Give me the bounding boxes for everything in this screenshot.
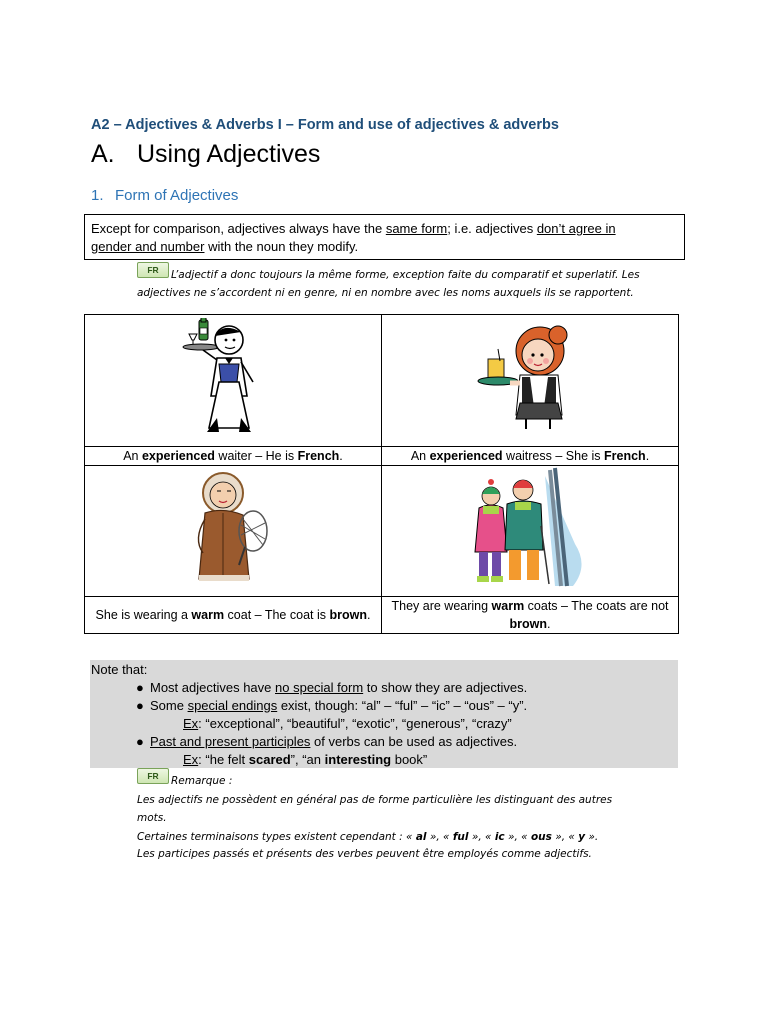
subsection-number: 1. [91,187,104,204]
note-text: : “exceptional”, “beautiful”, “exotic”, “generous”, “crazy” [198,716,512,731]
remark-text: », « [426,831,453,843]
caption-adjective: brown [329,608,367,622]
remark-line-2: mots. [137,812,167,824]
caption-adjective: brown [509,617,547,631]
note-text: : “he felt [198,752,249,767]
caption-text: They are wearing [391,599,492,613]
note-text: Some [150,698,188,713]
example-caption-1 [85,447,382,466]
subsection-title: Form of Adjectives [115,187,239,204]
woman-coat-icon [183,469,283,589]
fr-badge: FR [137,262,169,278]
image-cell [382,315,679,447]
remark-text: », « [504,831,531,843]
caption-adjective: warm [491,599,525,613]
remark-line-4: Les participes passés et présents des verbes peuvent être employés comme adjectifs. [137,848,592,860]
caption-text: . [366,608,371,622]
bullet-icon: ● [136,734,144,749]
note-text: exist, though: “al” – “ful” – “ic” – “ous” – “y”. [277,698,528,713]
caption-text: coat – The coat is [224,608,330,622]
image-cell [85,466,382,597]
example-caption-3 [85,597,382,634]
remark-bold: ous [530,831,552,843]
note-title: Note that: [91,662,148,677]
remark-text: ». [585,831,599,843]
image-cell [85,315,382,447]
rule-emphasis: don’t agree in [536,221,616,236]
remark-bold: ful [452,831,469,843]
caption-text: . [645,449,650,463]
caption-text: coats – The coats are not [524,599,669,613]
example-label: Ex [183,716,199,731]
document-header: A2 – Adjectives & Adverbs I – Form and use of adjectives & adverbs [91,117,559,133]
remark-line-3 [137,828,598,846]
note-example-2 [91,751,678,769]
example-caption-4 [382,597,679,634]
caption-adjective: French [604,449,646,463]
remark-line-1: Les adjectifs ne possèdent en général pas de forme particulière les distinguant des autres [137,794,613,806]
rule-text: with the noun they modify. [204,239,359,254]
note-emphasis: no special form [275,680,364,695]
waiter-icon [173,318,293,438]
caption-text: waitress – She is [502,449,604,463]
caption-adjective: experienced [141,449,215,463]
example-caption-2 [382,447,679,466]
note-bullet-3 [91,733,678,751]
note-bullet-1 [91,679,678,697]
note-text: of verbs can be used as adjectives. [310,734,518,749]
caption-adjective: French [297,449,340,463]
examples-table [84,314,679,634]
note-bullet-2 [91,697,678,715]
remark-bold: y [578,831,586,843]
fr-note-line-1: L’adjectif a donc toujours la même forme, exception faite du comparatif et superlatif. Les [171,269,640,281]
remark-text: Certaines terminaisons types existent cependant : « [137,831,416,843]
image-cell [382,466,679,597]
note-emphasis: special endings [187,698,278,713]
note-bold: interesting [324,752,392,767]
caption-text: . [339,449,343,463]
example-label: Ex [183,752,199,767]
caption-adjective: warm [191,608,225,622]
rule-text: Except for comparison, adjectives always have the [91,221,386,236]
skiers-icon [455,466,605,591]
remark-text: », « [551,831,579,843]
fr-badge: FR [137,768,169,784]
note-example-1 [91,715,678,733]
note-text: ”, “an [290,752,325,767]
rule-emphasis: same form [385,221,448,236]
subsection-heading [91,187,238,204]
caption-text: waiter – He is [214,449,298,463]
caption-adjective: experienced [429,449,503,463]
waitress-icon [470,323,590,433]
remark-bold: ic [494,831,505,843]
note-box [90,660,678,768]
remark-bold: al [415,831,427,843]
fr-note-line-2: adjectives ne s’accordent ni en genre, ni en nombre avec les noms auxquels ils se rapportent. [137,287,634,299]
section-heading [91,140,320,169]
note-text: Most adjectives have [150,680,276,695]
remark-title: Remarque : [171,775,233,787]
bullet-icon: ● [136,680,144,695]
note-text: book” [391,752,428,767]
remark-text: », « [468,831,495,843]
caption-text: An [123,449,142,463]
note-emphasis: Past and present participles [150,734,311,749]
section-title: Using Adjectives [137,140,321,168]
caption-text: An [410,449,430,463]
rule-text: ; i.e. adjectives [447,221,537,236]
section-number: A. [91,140,115,168]
note-bold: scared [248,752,291,767]
rule-box [84,214,685,260]
bullet-icon: ● [136,698,144,713]
caption-text: She is wearing a [95,608,192,622]
note-text: to show they are adjectives. [363,680,528,695]
caption-text: . [547,617,551,631]
rule-emphasis: gender and number [91,239,205,254]
